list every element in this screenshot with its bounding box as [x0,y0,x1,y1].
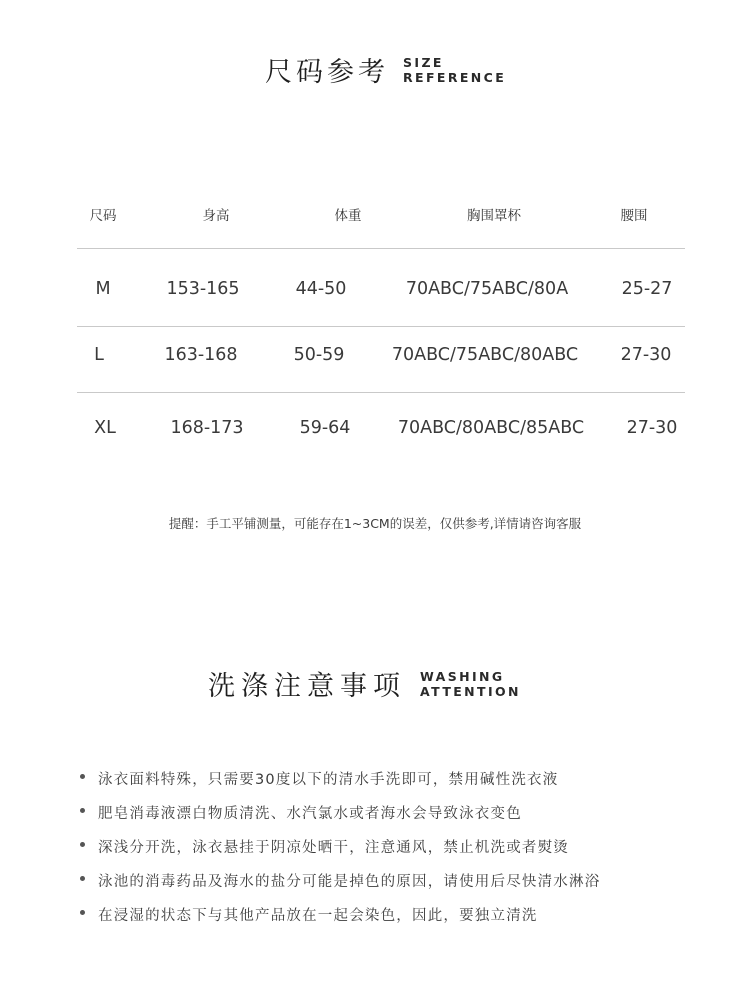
bullet-dot-icon [80,842,85,847]
cell-weight: 50-59 [293,345,345,365]
bullet-dot-icon [80,808,85,813]
cell-height: 153-165 [166,279,240,299]
measurement-note: 提醒：手工平铺测量，可能存在1~3CM的误差，仅供参考,详情请咨询客服 [168,516,582,531]
bullet-dot-icon [80,876,85,881]
list-item-text: 泳衣面料特殊，只需要30度以下的清水手洗即可，禁用碱性洗衣液 [98,772,559,788]
header-height: 身高 [202,208,230,224]
header-waist: 腰围 [620,208,648,224]
size-title-en-line1: SIZE [403,54,444,70]
bullet-dot-icon [80,910,85,915]
header-bust-cup: 胸围罩杯 [467,208,521,224]
washing-title-en-line1: WASHING [420,668,505,684]
size-title-cn: 尺码参考 [265,57,389,88]
table-divider [77,326,685,327]
list-item [80,904,600,938]
list-item [80,802,600,836]
list-item-text: 在浸湿的状态下与其他产品放在一起会染色，因此，要独立清洗 [98,908,538,924]
cell-height: 163-168 [164,345,238,365]
cell-waist: 27-30 [620,345,672,365]
header-weight: 体重 [334,208,362,224]
cell-height: 168-173 [170,418,244,438]
size-title-en [403,55,506,85]
cell-waist: 25-27 [621,279,673,299]
list-item [80,870,600,904]
cell-size: M [95,279,111,299]
washing-title-en [420,669,521,699]
cell-waist: 27-30 [626,418,678,438]
cell-weight: 44-50 [295,279,347,299]
table-divider [77,248,685,249]
cell-bust-cup: 70ABC/75ABC/80ABC [391,345,579,365]
cell-weight: 59-64 [299,418,351,438]
list-item-text: 泳池的消毒药品及海水的盐分可能是掉色的原因，请使用后尽快清水淋浴 [98,874,601,890]
cell-size: L [94,345,104,365]
bullet-dot-icon [80,774,85,779]
size-reference-title [265,50,506,89]
washing-attention-title [208,664,521,703]
header-size: 尺码 [89,208,117,224]
list-item-text: 肥皂消毒液漂白物质清洗、水汽氯水或者海水会导致泳衣变色 [98,806,522,822]
size-title-en-line2: REFERENCE [403,69,507,85]
washing-instructions-list [80,768,600,938]
cell-bust-cup: 70ABC/75ABC/80A [405,279,569,299]
list-item [80,768,600,802]
washing-title-en-line2: ATTENTION [420,683,521,699]
washing-title-cn: 洗涤注意事项 [208,671,406,702]
table-divider [77,392,685,393]
list-item [80,836,600,870]
cell-bust-cup: 70ABC/80ABC/85ABC [397,418,585,438]
list-item-text: 深浅分开洗，泳衣悬挂于阴凉处晒干，注意通风，禁止机洗或者熨烫 [98,840,569,856]
cell-size: XL [94,418,116,438]
